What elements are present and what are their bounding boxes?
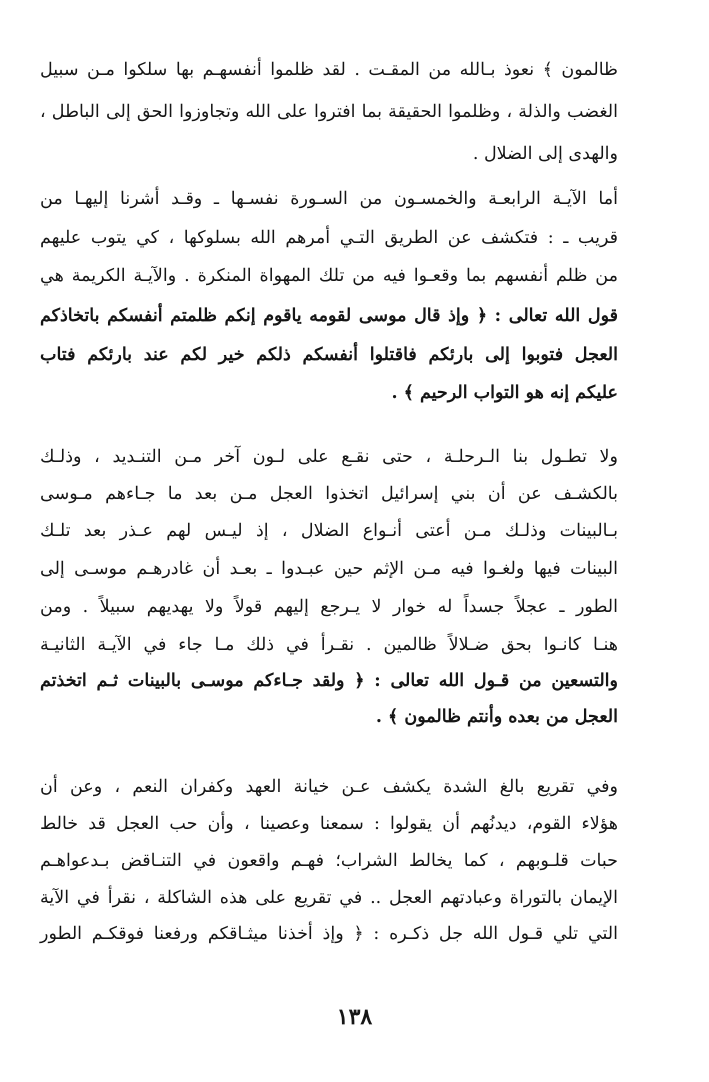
page-number: ١٣٨ xyxy=(336,1004,373,1030)
text-line: الغضب والذلة ، وظلموا الحقيقة بما افتروا على الله وتجاوزوا الحق إلى الباطل ، xyxy=(40,102,618,122)
text-line: عليكم إنه هو التواب الرحيم ﴾ . xyxy=(391,383,618,403)
text-line: البينات فيها ولغـوا فيه مـن الإثم حين عبـدوا ـ بعـد أن غادرهـم موسـى إلى xyxy=(40,559,618,579)
text-line: التي تلي قـول الله جل ذكـره : ﴿ وإذ أخذنا ميثـاقكم ورفعنا فوقكـم الطور xyxy=(40,924,618,944)
text-line: قول الله تعالى : ﴿ وإذ قال موسى لقومه ياقوم إنكم ظلمتم أنفسكم باتخاذكم xyxy=(40,306,618,326)
text-line: وفي تقريع بالغ الشدة يكشف عـن خيانة العهد وكفران النعم ، وعن أن xyxy=(40,777,618,797)
text-line: العجل من بعده وأنتم ظالمون ﴾ . xyxy=(375,707,618,727)
text-line: ولا تطـول بنا الـرحلـة ، حتى نقـع على لـون آخر مـن التنـديد ، وذلـك xyxy=(40,447,618,467)
text-line: بـالبينات وذلـك مـن أعتى أنـواع الضلال ، إذ ليـس لهم عـذر بعد تلـك xyxy=(40,521,618,541)
text-line: ظالمون ﴾ نعوذ بـالله من المقـت . لقد ظلموا أنفسهـم بها سلكوا مـن سبيل xyxy=(40,60,618,80)
text-line: من ظلم أنفسهم بما وقعـوا فيه من تلك المهواة المنكرة . والآيـة الكريمة هي xyxy=(40,266,618,286)
text-line: العجل فتوبوا إلى بارئكم فاقتلوا أنفسكم ذلكم خير لكم عند بارئكم فتاب xyxy=(40,345,618,365)
text-line: هؤلاء القوم، ديدنُهم أن يقولوا : سمعنا وعصينا ، وأن حب العجل قد خالط xyxy=(40,814,618,834)
text-line: الإيمان بالتوراة وعبادتهم العجل .. في تقريع على هذه الشاكلة ، نقرأ في الآية xyxy=(40,888,618,908)
text-line: أما الآيـة الرابعـة والخمسـون من السـورة نفسـها ـ وقـد أشرنا إليهـا من xyxy=(40,189,618,209)
text-line: هنـا كانـوا بحق ضـلالاً ظالمين . نقـرأ في ذلك مـا جاء في الآيـة الثانيـة xyxy=(40,635,618,655)
text-line: والتسعين من قـول الله تعالى : ﴿ ولقد جـاءكم موسـى بالبينات ثـم اتخذتم xyxy=(40,671,618,691)
text-line: والهدى إلى الضلال . xyxy=(472,144,618,164)
text-line: الطور ـ عجلاً جسداً له خوار لا يـرجع إليهم قولاً ولا يهديهم سبيلاً . ومن xyxy=(40,597,618,617)
text-line: قريب ـ : فتكشف عن الطريق التـي أمرهم الله بسلوكها ، كي يتوب عليهم xyxy=(40,228,618,248)
text-line: حبات قلـوبهم ، كما يخالط الشراب؛ فهـم واقعون في التنـاقض بـدعواهـم xyxy=(40,851,618,871)
text-line: بالكشـف عن أن بني إسرائيل اتخذوا العجل مـن بعد ما جـاءهم مـوسى xyxy=(40,484,618,504)
